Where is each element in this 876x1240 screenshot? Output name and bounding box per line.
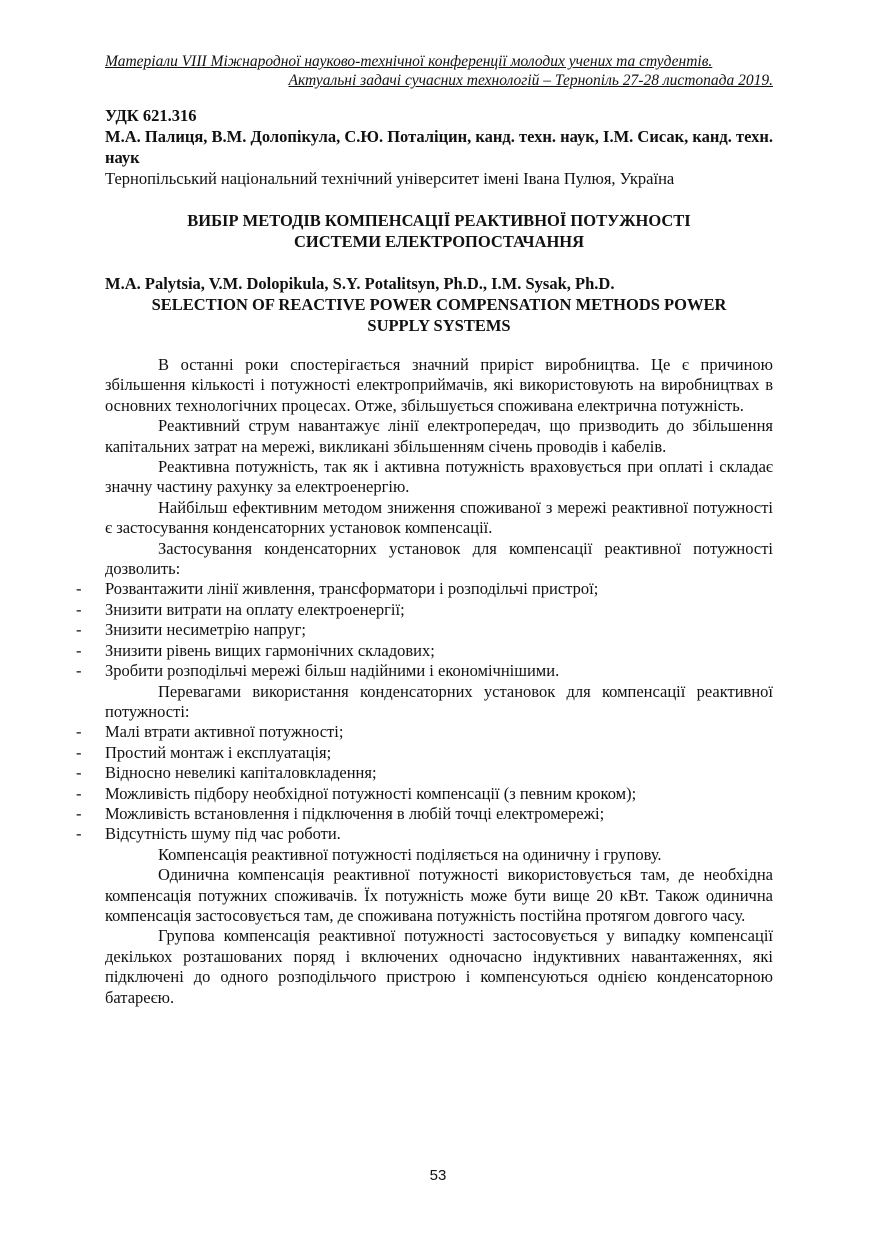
benefits-list [76,579,773,681]
list-item-text: Знизити несиметрію напруг; [105,620,307,640]
list-item [76,620,773,640]
affiliation: Тернопільський національний технічний університет імені Івана Пулюя, Україна [105,169,675,188]
list-item-text: Можливість встановлення і підключення в любій точці електромережі; [105,803,605,823]
udk-code: УДК 621.316 [105,106,197,125]
list-marker: - [76,783,82,803]
running-header [105,52,773,90]
list-marker: - [76,661,82,681]
page-content [76,52,773,1008]
title-ua [105,210,773,252]
list-item [76,722,773,742]
title-ua-line-2: СИСТЕМИ ЕЛЕКТРОПОСТАЧАННЯ [293,232,585,251]
list-item [76,599,773,620]
title-en-line-2: SUPPLY SYSTEMS [367,316,511,335]
list-marker: - [76,599,82,619]
paragraph-3: Реактивна потужність, так як і активна потужність враховується при оплаті і складає значну частину рахунку за електроенергію. [105,457,773,497]
paragraph-2: Реактивний струм навантажує лінії електропередач, що призводить до збільшення капітальних затрат на мережі, викликані збільшенням січень проводів і кабелів. [105,416,773,456]
paragraph-1: В останні роки спостерігається значний приріст виробництва. Це є причиною збільшення кількості і потужності електроприймачів, які використовують на виробництвах в основних технологічних процесах. Отже, збільшується споживана електрична потужність. [105,355,773,415]
list-item-text: Зробити розподільчі мережі більш надійними і економічнішими. [105,661,560,681]
list-item [76,803,773,824]
list-item [76,763,773,783]
paragraph-4: Найбільш ефективним методом зниження споживаної з мережі реактивної потужності є застосування конденсаторних установок компенсації. [105,497,773,538]
list-marker: - [76,579,82,599]
running-header-line-2: Актуальні задачі сучасних технологій – Тернопіль 27-28 листопада 2019. [288,72,773,89]
paragraph-7: Компенсація реактивної потужності поділяється на одиничну і групову. [158,844,662,864]
list-item [76,661,773,681]
advantages-list [76,722,773,844]
list-marker: - [76,803,82,823]
page-number: 53 [429,1167,447,1184]
list-item [76,742,773,763]
list-item-text: Можливість підбору необхідної потужності компенсації (з певним кроком); [105,783,637,803]
list-marker: - [76,824,82,844]
paragraph-5: Застосування конденсаторних установок для компенсації реактивної потужності дозволить: [105,538,773,579]
list-marker: - [76,620,82,640]
paragraph-8: Одинична компенсація реактивної потужності використовується там, де необхідна компенсація потужних споживачів. Їх потужність може бути вище 20 кВт. Також одинична компенсація застосовується там, де споживана потужність постійна протягом довгого часу. [105,865,773,925]
title-en [105,294,773,336]
list-item [76,783,773,804]
authors-en: M.A. Palytsia, V.M. Dolopikula, S.Y. Potalitsyn, Ph.D., I.M. Sysak, Ph.D. [105,274,615,293]
list-item-text: Знизити рівень вищих гармонічних складових; [105,640,435,660]
list-item-text: Простий монтаж і експлуатація; [105,742,332,762]
title-ua-line-1: ВИБІР МЕТОДІВ КОМПЕНСАЦІЇ РЕАКТИВНОЇ ПОТУЖНОСТІ [187,211,691,230]
list-item-text: Малі втрати активної потужності; [105,722,344,742]
list-marker: - [76,763,82,783]
list-marker: - [76,640,82,660]
list-marker: - [76,742,82,762]
list-marker: - [76,722,82,742]
article-body [76,355,773,1008]
authors-ua: М.А. Палиця, В.М. Долопікула, С.Ю. Поталіцин, канд. техн. наук, І.М. Сисак, канд. техн. наук [105,127,773,167]
list-item-text: Знизити витрати на оплату електроенергії; [105,599,405,619]
list-item-text: Відсутність шуму під час роботи. [105,824,341,844]
list-item [76,579,773,599]
paragraph-6: Перевагами використання конденсаторних установок для компенсації реактивної потужності: [105,681,773,721]
list-item [76,640,773,661]
list-item-text: Розвантажити лінії живлення, трансформатори і розподільчі пристрої; [105,579,599,599]
list-item-text: Відносно невеликі капіталовкладення; [105,763,377,783]
title-en-line-1: SELECTION OF REACTIVE POWER COMPENSATION METHODS POWER [151,295,727,314]
running-header-line-1: Матеріали VIII Міжнародної науково-технічної конференції молодих учених та студентів. [105,53,713,70]
paragraph-9: Групова компенсація реактивної потужності застосовується у випадку компенсації декількох розташованих поряд і включених одночасно індуктивних навантаженнях, які підключені до одного розподільчого пристрою і компенсуються однією конденсаторною батареєю. [105,926,773,1007]
list-item [76,824,773,844]
